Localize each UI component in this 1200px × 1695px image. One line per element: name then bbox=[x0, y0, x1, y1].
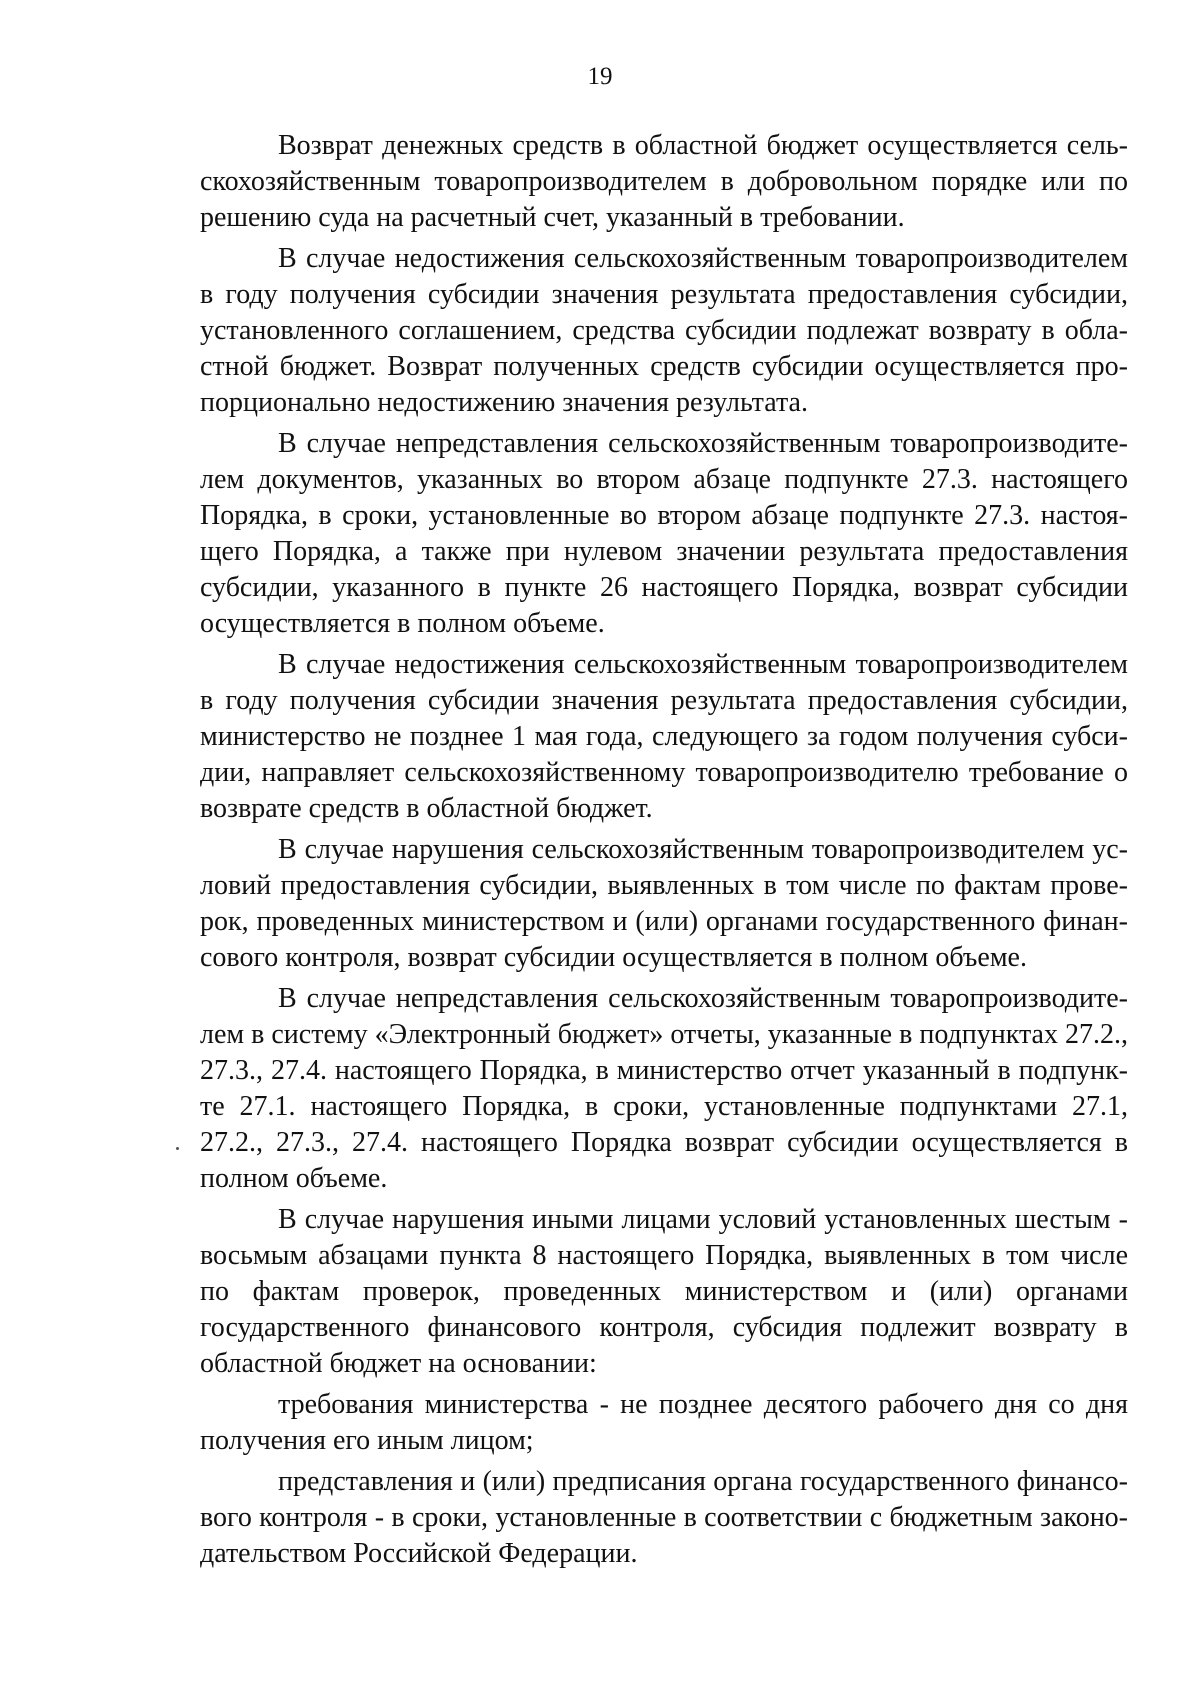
scan-speck bbox=[176, 1147, 179, 1150]
paragraph-1: Возврат денежных средств в областной бюджет осуществляется сельскохозяйственным товаропроизводителем в добровольном порядке или по решению суда на расчетный счет, указанный в требовании. bbox=[200, 130, 1128, 233]
paragraph-8: требования министерства - не позднее десятого рабочего дня со дня получения его иным лицом; bbox=[200, 1389, 1128, 1456]
paragraph-3: В случае непредставления сельскохозяйственным товаропроизводителем документов, указанных во втором абзаце подпункте 27.3. настоящего Порядка, в сроки, установленные во втором абзаце подпункте 27.3. настоящего Порядка, а также при нулевом значении результата предоставления субсидии, указанного в пункте 26 настоящего Порядка, возврат субсидии осуществляется в полном объеме. bbox=[200, 428, 1128, 639]
paragraph-2: В случае недостижения сельскохозяйственным товаропроизводителем в году получения субсидии значения результата предоставления субсидии, установленного соглашением, средства субсидии подлежат возврату в областной бюджет. Возврат полученных средств субсидии осуществляется пропорционально недостижению значения результата. bbox=[200, 243, 1128, 418]
paragraph-4: В случае недостижения сельскохозяйственным товаропроизводителем в году получения субсидии значения результата предоставления субсидии, министерство не позднее 1 мая года, следующего за годом получения субсидии, направляет сельскохозяйственному товаропроизводителю требование о возврате средств в областной бюджет. bbox=[200, 649, 1128, 824]
paragraph-5: В случае нарушения сельскохозяйственным товаропроизводителем условий предоставления субсидии, выявленных в том числе по фактам проверок, проведенных министерством и (или) органами государственного финансового контроля, возврат субсидии осуществляется в полном объеме. bbox=[200, 834, 1128, 973]
paragraph-7: В случае нарушения иными лицами условий установленных шестым - восьмым абзацами пункта 8 настоящего Порядка, выявленных в том числе по фактам проверок, проведенных министерством и (или) органами государственного финансового контроля, субсидия подлежит возврату в областной бюджет на основании: bbox=[200, 1204, 1128, 1379]
document-body bbox=[200, 128, 1128, 1577]
paragraph-6: В случае непредставления сельскохозяйственным товаропроизводителем в систему «Электронный бюджет» отчеты, указанные в подпунктах 27.2., 27.3., 27.4. настоящего Порядка, в министерство отчет указанный в подпункте 27.1. настоящего Порядка, в сроки, установленные подпунктами 27.1, 27.2., 27.3., 27.4. настоящего Порядка возврат субсидии осуществляется в полном объеме. bbox=[200, 983, 1128, 1194]
page-number: 19 bbox=[587, 63, 613, 90]
paragraph-9: представления и (или) предписания органа государственного финансового контроля - в сроки, установленные в соответствии с бюджетным законодательством Российской Федерации. bbox=[200, 1466, 1128, 1569]
